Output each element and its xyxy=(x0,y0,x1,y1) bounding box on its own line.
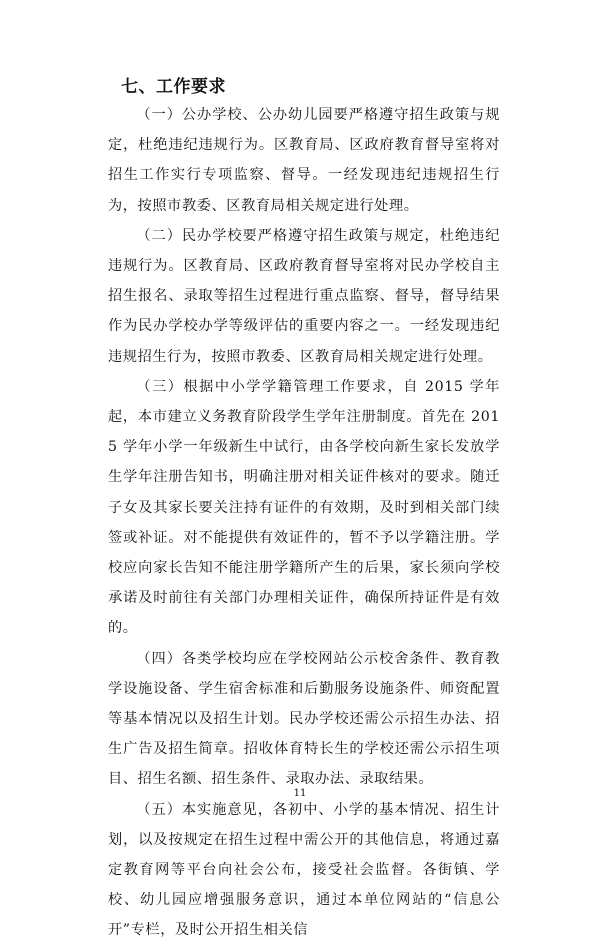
paragraph-1: （一）公办学校、公办幼儿园要严格遵守招生政策与规定，杜绝违纪违规行为。区教育局、区政府教育督导室将对招生工作实行专项监察、督导。一经发现违纪违规招生行为，按照市教委、区教育局相关规定进行处理。 xyxy=(108,107,500,214)
paragraph-5: （五）本实施意见，各初中、小学的基本情况、招生计划，以及按规定在招生过程中需公开的其他信息，将通过嘉定教育网等平台向社会公布，接受社会监督。各街镇、学校、幼儿园应增强服务意识，通过本单位网站的“信息公开”专栏，及时公开招生相关信 xyxy=(108,801,500,939)
paragraph-3: （三）根据中小学学籍管理工作要求，自 2015 学年起，本市建立义务教育阶段学生学年注册制度。首先在 2015 学年小学一年级新生中试行，由各学校向新生家长发放学生学年注册告知书，明确注册对相关证件核对的要求。随迁子女及其家长要关注持有证件的有效期，及时到相关部门续签或补证。对不能提供有效证件的，暂不予以学籍注册。学校应向家长告知不能注册学籍所产生的后果，家长须向学校承诺及时前往有关部门办理相关证件，确保所持证件是有效的。 xyxy=(108,378,500,637)
paragraph-2: （二）民办学校要严格遵守招生政策与规定，杜绝违纪违规行为。区教育局、区政府教育督导室将对民办学校自主招生报名、录取等招生过程进行重点监察、督导，督导结果作为民办学校办学等级评估的重要内容之一。一经发现违纪违规招生行为，按照市教委、区教育局相关规定进行处理。 xyxy=(108,227,500,365)
section-heading: 七、工作要求 xyxy=(121,77,226,97)
paragraph-4: （四）各类学校均应在学校网站公示校舍条件、教育教学设施设备、学生宿舍标准和后勤服务设施条件、师资配置等基本情况以及招生计划。民办学校还需公示招生办法、招生广告及招生简章。招收体育特长生的学校还需公示招生项目、招生名额、招生条件、录取办法、录取结果。 xyxy=(108,650,500,788)
page-number: 11 xyxy=(293,788,307,799)
body-text xyxy=(108,100,500,946)
